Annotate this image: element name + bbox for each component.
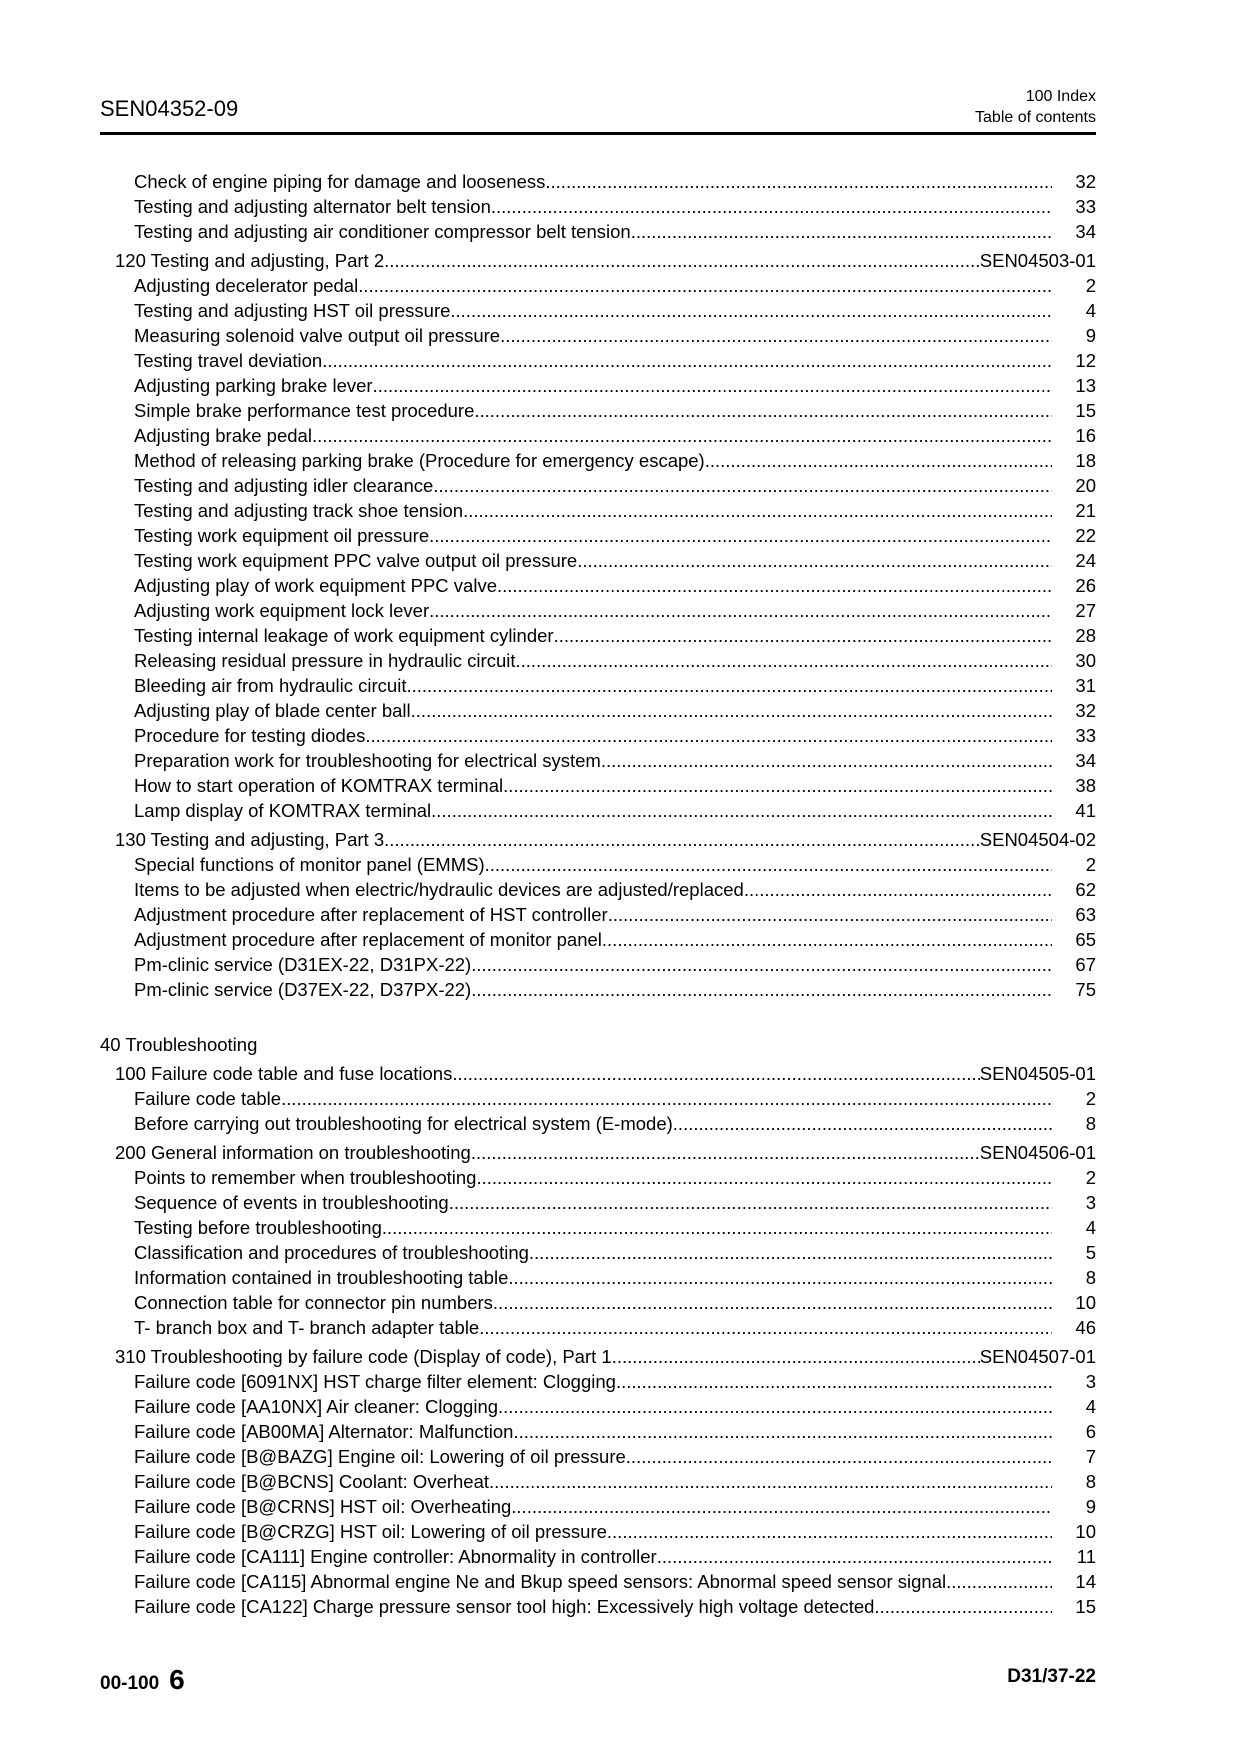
footer-model: D31/37-22 xyxy=(1007,1666,1096,1687)
toc-entry-title: Adjusting work equipment lock lever xyxy=(134,600,430,621)
toc-dot-leader xyxy=(365,723,1052,748)
toc-entry-title: Failure code [AB00MA] Alternator: Malfunction xyxy=(134,1421,514,1442)
toc-entry-title: Lamp display of KOMTRAX terminal xyxy=(134,800,432,821)
toc-entry-page: 2 xyxy=(1085,854,1096,875)
toc-entry-page: 2 xyxy=(1085,1088,1096,1109)
toc-entry-title: Testing and adjusting idler clearance xyxy=(134,475,434,496)
toc-dot-leader xyxy=(489,1469,1052,1494)
toc-item-row[interactable] xyxy=(100,1265,1096,1290)
toc-dot-leader xyxy=(601,748,1052,773)
toc-dot-leader xyxy=(631,219,1052,244)
toc-dot-leader xyxy=(503,773,1052,798)
toc-dot-leader xyxy=(485,852,1052,877)
toc-entry-page: 62 xyxy=(1075,879,1096,900)
toc-entry-title: Failure code table xyxy=(134,1088,282,1109)
toc-entry-title: Adjusting parking brake lever xyxy=(134,375,373,396)
toc-item-row[interactable] xyxy=(100,573,1096,598)
toc-entry-page: 38 xyxy=(1075,775,1096,796)
toc-entry-title: Adjusting decelerator pedal xyxy=(134,275,359,296)
toc-entry-title: Failure code [B@BCNS] Coolant: Overheat xyxy=(134,1471,490,1492)
toc-item-row[interactable] xyxy=(100,1240,1096,1265)
toc-item-row[interactable] xyxy=(100,1086,1096,1111)
toc-entry-title: Adjusting play of work equipment PPC valve xyxy=(134,575,497,596)
toc-dot-leader xyxy=(312,423,1052,448)
toc-item-row[interactable] xyxy=(100,398,1096,423)
toc-dot-leader xyxy=(744,877,1052,902)
toc-item-row[interactable] xyxy=(100,448,1096,473)
toc-entry-page: 3 xyxy=(1085,1192,1096,1213)
toc-entry-page: 13 xyxy=(1075,375,1096,396)
toc-dot-leader xyxy=(450,298,1052,323)
toc-item-row[interactable] xyxy=(100,1369,1096,1394)
toc-entry-page: 12 xyxy=(1075,350,1096,371)
toc-dot-leader xyxy=(508,1265,1052,1290)
toc-entry-page: 30 xyxy=(1075,650,1096,671)
toc-dot-leader xyxy=(382,1215,1052,1240)
toc-entry-page: 4 xyxy=(1085,1396,1096,1417)
toc-entry-page: 11 xyxy=(1076,1546,1096,1567)
toc-item-row[interactable] xyxy=(100,852,1096,877)
toc-entry-title: Procedure for testing diodes xyxy=(134,725,366,746)
toc-item-row[interactable] xyxy=(100,698,1096,723)
toc-dot-leader xyxy=(429,523,1052,548)
toc-item-row[interactable] xyxy=(100,673,1096,698)
toc-entry-title: Simple brake performance test procedure xyxy=(134,400,475,421)
toc-dot-leader xyxy=(529,1240,1052,1265)
table-of-contents xyxy=(100,169,1096,1619)
toc-dot-leader xyxy=(657,1544,1052,1569)
toc-dot-leader xyxy=(874,1594,1052,1619)
toc-entry-page: 22 xyxy=(1075,525,1096,546)
toc-item-row[interactable] xyxy=(100,298,1096,323)
page-header xyxy=(100,82,1096,135)
toc-item-row[interactable] xyxy=(100,723,1096,748)
toc-entry-title: Information contained in troubleshooting table xyxy=(134,1267,509,1288)
toc-item-row[interactable] xyxy=(100,473,1096,498)
toc-dot-leader xyxy=(433,473,1052,498)
toc-entry-page: 34 xyxy=(1075,750,1096,771)
toc-entry-page: 6 xyxy=(1085,1421,1096,1442)
toc-entry-page: 15 xyxy=(1075,1596,1096,1617)
toc-entry-title: Failure code [B@CRNS] HST oil: Overheating xyxy=(134,1496,512,1517)
toc-item-row[interactable] xyxy=(100,194,1096,219)
toc-entry-page: 32 xyxy=(1075,171,1096,192)
toc-item-row[interactable] xyxy=(100,1494,1096,1519)
toc-entry-page: 32 xyxy=(1075,700,1096,721)
toc-entry-page: 8 xyxy=(1085,1267,1096,1288)
toc-item-row[interactable] xyxy=(100,1594,1096,1619)
toc-item-row[interactable] xyxy=(100,952,1096,977)
toc-item-row[interactable] xyxy=(100,1544,1096,1569)
toc-item-row[interactable] xyxy=(100,1469,1096,1494)
toc-entry-title: How to start operation of KOMTRAX terminal xyxy=(134,775,504,796)
toc-entry-page: 9 xyxy=(1085,1496,1096,1517)
toc-entry-title: Points to remember when troubleshooting xyxy=(134,1167,477,1188)
toc-entry-page: 24 xyxy=(1075,550,1096,571)
toc-entry-page: 21 xyxy=(1075,500,1096,521)
toc-chapter-row[interactable] xyxy=(100,827,1096,852)
toc-entry-title: Special functions of monitor panel (EMMS) xyxy=(134,854,485,875)
toc-chapter-row[interactable] xyxy=(100,1140,1096,1165)
toc-entry-title: Items to be adjusted when electric/hydraulic devices are adjusted/replaced xyxy=(134,879,744,900)
toc-item-row[interactable] xyxy=(100,1215,1096,1240)
toc-item-row[interactable] xyxy=(100,648,1096,673)
toc-dot-leader xyxy=(545,169,1052,194)
toc-entry-page: 46 xyxy=(1075,1317,1096,1338)
toc-entry-page: 14 xyxy=(1075,1571,1096,1592)
toc-entry-page: 7 xyxy=(1085,1446,1096,1467)
section-title: 40 Troubleshooting xyxy=(100,1034,258,1055)
toc-entry-title: Failure code [6091NX] HST charge filter element: Clogging xyxy=(134,1371,616,1392)
toc-entry-title: 120 Testing and adjusting, Part 2 xyxy=(115,250,385,271)
document-code: SEN04352-09 xyxy=(100,96,239,121)
footer-code: 00-100 xyxy=(100,1673,160,1694)
toc-entry-page: 4 xyxy=(1085,300,1096,321)
toc-entry-title: Adjusting play of blade center ball xyxy=(134,700,411,721)
toc-entry-page: 15 xyxy=(1075,400,1096,421)
toc-dot-leader xyxy=(322,348,1052,373)
toc-dot-leader xyxy=(476,1165,1052,1190)
toc-dot-leader xyxy=(463,498,1052,523)
toc-entry-title: 310 Troubleshooting by failure code (Display of code), Part 1 xyxy=(115,1346,612,1367)
toc-entry-title: Failure code [CA115] Abnormal engine Ne and Bkup speed sensors: Abnormal speed sensor signal xyxy=(134,1571,947,1592)
toc-entry-title: Before carrying out troubleshooting for electrical system (E-mode) xyxy=(134,1113,673,1134)
toc-entry-title: Failure code [CA122] Charge pressure sensor tool high: Excessively high voltage detected xyxy=(134,1596,875,1617)
toc-entry-page: 63 xyxy=(1075,904,1096,925)
toc-item-row[interactable] xyxy=(100,927,1096,952)
toc-dot-leader xyxy=(493,1290,1052,1315)
toc-dot-leader xyxy=(281,1086,1052,1111)
toc-entry-title: Failure code [AA10NX] Air cleaner: Clogging xyxy=(134,1396,499,1417)
toc-entry-page: 3 xyxy=(1085,1371,1096,1392)
toc-item-row[interactable] xyxy=(100,1190,1096,1215)
toc-item-row[interactable] xyxy=(100,423,1096,448)
toc-chapter-row[interactable] xyxy=(100,1061,1096,1086)
toc-item-row[interactable] xyxy=(100,273,1096,298)
toc-item-row[interactable] xyxy=(100,348,1096,373)
toc-entry-page: 65 xyxy=(1075,929,1096,950)
toc-entry-title: Testing travel deviation xyxy=(134,350,323,371)
toc-entry-title: Testing before troubleshooting xyxy=(134,1217,382,1238)
footer-page-number: 6 xyxy=(169,1664,185,1695)
header-section: 100 Index xyxy=(1025,88,1096,105)
toc-entry-page: 16 xyxy=(1075,425,1096,446)
toc-dot-leader xyxy=(673,1111,1052,1136)
toc-dot-leader xyxy=(946,1569,1052,1594)
toc-item-row[interactable] xyxy=(100,798,1096,823)
toc-entry-title: Connection table for connector pin numbers xyxy=(134,1292,493,1313)
toc-dot-leader xyxy=(705,448,1052,473)
toc-entry-title: Adjustment procedure after replacement of monitor panel xyxy=(134,929,602,950)
toc-dot-leader xyxy=(358,273,1052,298)
toc-entry-title: Testing work equipment oil pressure xyxy=(134,525,430,546)
toc-item-row[interactable] xyxy=(100,1290,1096,1315)
toc-entry-title: Testing and adjusting alternator belt tension xyxy=(134,196,491,217)
toc-entry-title: Failure code [B@CRZG] HST oil: Lowering of oil pressure xyxy=(134,1521,607,1542)
toc-entry-title: Failure code [B@BAZG] Engine oil: Lowering of oil pressure xyxy=(134,1446,626,1467)
toc-entry-title: 100 Failure code table and fuse locations xyxy=(115,1063,453,1084)
toc-dot-leader xyxy=(452,1061,979,1086)
toc-dot-leader xyxy=(471,952,1052,977)
toc-entry-page: 31 xyxy=(1075,675,1096,696)
toc-entry-page: 27 xyxy=(1075,600,1096,621)
toc-bottom-list xyxy=(100,1061,1096,1619)
toc-entry-title: Pm-clinic service (D37EX-22, D37PX-22) xyxy=(134,979,472,1000)
toc-entry-page: 9 xyxy=(1085,325,1096,346)
toc-item-row[interactable] xyxy=(100,1444,1096,1469)
toc-item-row[interactable] xyxy=(100,773,1096,798)
toc-dot-leader xyxy=(384,827,980,852)
toc-dot-leader xyxy=(411,698,1052,723)
toc-entry-title: Method of releasing parking brake (Procedure for emergency escape) xyxy=(134,450,705,471)
toc-entry-page: 10 xyxy=(1075,1521,1096,1542)
toc-entry-title: Check of engine piping for damage and looseness xyxy=(134,171,546,192)
toc-item-row[interactable] xyxy=(100,977,1096,1002)
toc-dot-leader xyxy=(626,1444,1052,1469)
toc-entry-page: 33 xyxy=(1075,725,1096,746)
toc-entry-title: Classification and procedures of troubleshooting xyxy=(134,1242,529,1263)
toc-dot-leader xyxy=(513,1419,1052,1444)
toc-entry-page: 4 xyxy=(1085,1217,1096,1238)
toc-entry-title: Preparation work for troubleshooting for electrical system xyxy=(134,750,601,771)
toc-dot-leader xyxy=(406,673,1052,698)
toc-item-row[interactable] xyxy=(100,1419,1096,1444)
toc-dot-leader xyxy=(431,798,1052,823)
toc-dot-leader xyxy=(474,398,1052,423)
toc-entry-page: 5 xyxy=(1085,1242,1096,1263)
toc-entry-page: 33 xyxy=(1075,196,1096,217)
toc-entry-page: 34 xyxy=(1075,221,1096,242)
toc-entry-page: 41 xyxy=(1075,800,1096,821)
toc-entry-title: Adjusting brake pedal xyxy=(134,425,312,446)
toc-entry-page: SEN04506-01 xyxy=(979,1142,1096,1163)
toc-entry-page: 2 xyxy=(1085,1167,1096,1188)
toc-item-row[interactable] xyxy=(100,548,1096,573)
toc-item-row[interactable] xyxy=(100,219,1096,244)
toc-entry-page: 20 xyxy=(1075,475,1096,496)
toc-entry-page: 28 xyxy=(1075,625,1096,646)
toc-entry-title: Releasing residual pressure in hydraulic circuit xyxy=(134,650,516,671)
toc-entry-title: Testing and adjusting air conditioner compressor belt tension xyxy=(134,221,631,242)
toc-entry-page: 8 xyxy=(1085,1113,1096,1134)
toc-entry-title: 200 General information on troubleshooting xyxy=(115,1142,471,1163)
toc-item-row[interactable] xyxy=(100,523,1096,548)
toc-entry-page: 67 xyxy=(1075,954,1096,975)
toc-dot-leader xyxy=(449,1190,1052,1215)
toc-item-row[interactable] xyxy=(100,1315,1096,1340)
toc-item-row[interactable] xyxy=(100,623,1096,648)
toc-entry-page: 8 xyxy=(1085,1471,1096,1492)
toc-entry-page: SEN04505-01 xyxy=(979,1063,1096,1084)
toc-entry-title: Testing internal leakage of work equipment cylinder xyxy=(134,625,554,646)
toc-dot-leader xyxy=(511,1494,1052,1519)
toc-entry-title: Bleeding air from hydraulic circuit xyxy=(134,675,407,696)
toc-item-row[interactable] xyxy=(100,1394,1096,1419)
toc-entry-title: Failure code [CA111] Engine controller: Abnormality in controller xyxy=(134,1546,657,1567)
toc-entry-page: 18 xyxy=(1075,450,1096,471)
toc-dot-leader xyxy=(373,373,1052,398)
toc-entry-title: Adjustment procedure after replacement of HST controller xyxy=(134,904,608,925)
toc-item-row[interactable] xyxy=(100,373,1096,398)
toc-entry-page: 26 xyxy=(1075,575,1096,596)
toc-item-row[interactable] xyxy=(100,902,1096,927)
toc-dot-leader xyxy=(607,1519,1052,1544)
toc-dot-leader xyxy=(471,1140,980,1165)
toc-item-row[interactable] xyxy=(100,1165,1096,1190)
toc-dot-leader xyxy=(608,902,1052,927)
toc-entry-title: Pm-clinic service (D31EX-22, D31PX-22) xyxy=(134,954,472,975)
toc-dot-leader xyxy=(602,927,1052,952)
toc-entry-page: SEN04504-02 xyxy=(979,829,1096,850)
toc-entry-title: Measuring solenoid valve output oil pressure xyxy=(134,325,501,346)
toc-dot-leader xyxy=(515,648,1052,673)
toc-dot-leader xyxy=(471,977,1052,1002)
toc-dot-leader xyxy=(500,323,1052,348)
toc-item-row[interactable] xyxy=(100,323,1096,348)
toc-dot-leader xyxy=(384,248,980,273)
toc-entry-title: Testing and adjusting HST oil pressure xyxy=(134,300,451,321)
toc-entry-page: SEN04507-01 xyxy=(979,1346,1096,1367)
toc-dot-leader xyxy=(429,598,1052,623)
toc-item-row[interactable] xyxy=(100,1111,1096,1136)
toc-dot-leader xyxy=(577,548,1052,573)
toc-top-list xyxy=(100,169,1096,1002)
toc-item-row[interactable] xyxy=(100,598,1096,623)
toc-entry-page: 10 xyxy=(1075,1292,1096,1313)
toc-dot-leader xyxy=(497,573,1052,598)
toc-entry-page: 75 xyxy=(1075,979,1096,1000)
toc-dot-leader xyxy=(498,1394,1052,1419)
toc-chapter-row[interactable] xyxy=(100,248,1096,273)
toc-entry-title: 130 Testing and adjusting, Part 3 xyxy=(115,829,385,850)
toc-entry-title: Sequence of events in troubleshooting xyxy=(134,1192,449,1213)
toc-entry-title: T- branch box and T- branch adapter table xyxy=(134,1317,480,1338)
toc-item-row[interactable] xyxy=(100,1519,1096,1544)
toc-dot-leader xyxy=(616,1369,1052,1394)
toc-dot-leader xyxy=(479,1315,1052,1340)
toc-entry-page: 2 xyxy=(1085,275,1096,296)
toc-item-row[interactable] xyxy=(100,498,1096,523)
header-section-info xyxy=(975,86,1096,128)
toc-item-row[interactable] xyxy=(100,1569,1096,1594)
header-subtitle: Table of contents xyxy=(975,109,1096,126)
toc-entry-title: Testing work equipment PPC valve output oil pressure xyxy=(134,550,578,571)
toc-dot-leader xyxy=(554,623,1052,648)
toc-dot-leader xyxy=(612,1344,980,1369)
footer-page-code xyxy=(100,1664,185,1696)
toc-entry-title: Testing and adjusting track shoe tension xyxy=(134,500,464,521)
toc-chapter-row[interactable] xyxy=(100,1344,1096,1369)
toc-item-row[interactable] xyxy=(100,748,1096,773)
toc-item-row[interactable] xyxy=(100,169,1096,194)
toc-item-row[interactable] xyxy=(100,877,1096,902)
toc-dot-leader xyxy=(491,194,1052,219)
toc-entry-page: SEN04503-01 xyxy=(979,250,1096,271)
